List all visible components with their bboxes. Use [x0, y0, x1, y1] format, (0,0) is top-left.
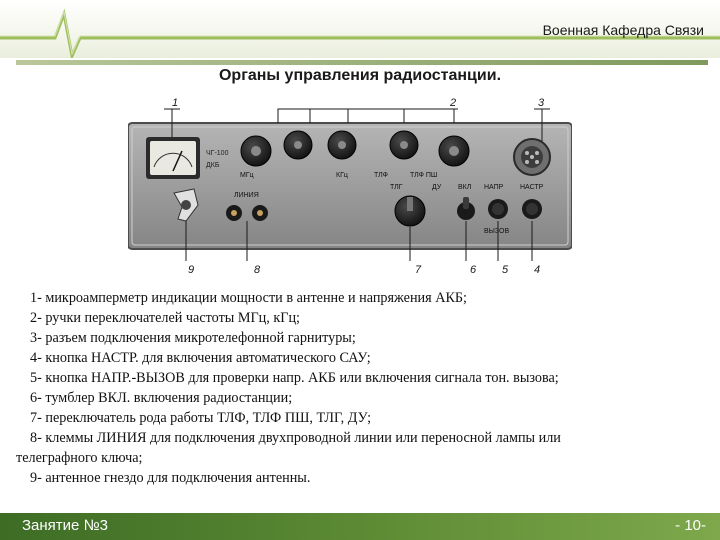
- radio-panel-figure: [128, 93, 572, 279]
- frequency-knob-mhz-1: [241, 136, 271, 166]
- list-item: 7- переключатель рода работы ТЛФ, ТЛФ ПШ, ТЛГ, ДУ;: [30, 410, 372, 426]
- mode-switch: [395, 196, 425, 226]
- frequency-knob-mhz-2: [284, 131, 312, 159]
- svg-text:ЛИНИЯ: ЛИНИЯ: [234, 192, 259, 199]
- list-item: 6- тумблер ВКЛ. включения радиостанции;: [30, 390, 293, 406]
- call-button: [488, 199, 508, 219]
- callout-8: 8: [254, 264, 261, 276]
- callout-6: 6: [470, 264, 477, 276]
- slide-title: Органы управления радиостанции.: [218, 67, 502, 84]
- radio-panel-illustration: [128, 93, 572, 279]
- svg-text:ВКЛ: ВКЛ: [458, 184, 472, 191]
- svg-text:ТЛГ: ТЛГ: [390, 184, 403, 191]
- svg-text:НАПР: НАПР: [484, 184, 504, 191]
- svg-text:НАСТР: НАСТР: [520, 184, 544, 191]
- header-divider: [16, 60, 708, 65]
- footer-lesson-label: Занятие №3: [22, 517, 109, 534]
- frequency-knob-khz-3: [439, 136, 469, 166]
- callout-2: 2: [450, 97, 457, 109]
- svg-text:ВЫЗОВ: ВЫЗОВ: [484, 228, 510, 235]
- slide-header: [0, 0, 720, 58]
- list-item: 1- микроамперметр индикации мощности в антенне и напряжения АКБ;: [30, 290, 467, 306]
- callout-3: 3: [538, 97, 545, 109]
- list-item: 8- клеммы ЛИНИЯ для подключения двухпроводной линии или переносной лампы или: [30, 430, 561, 446]
- controls-list: [16, 288, 716, 488]
- list-item-continuation: телеграфного ключа;: [16, 450, 143, 466]
- callout-5: 5: [502, 264, 509, 276]
- svg-text:ТЛФ ПШ: ТЛФ ПШ: [410, 172, 438, 179]
- header-title: Военная Кафедра Связи: [542, 22, 704, 38]
- list-item: 5- кнопка НАПР.-ВЫЗОВ для проверки напр. АКБ или включения сигнала тон. вызова;: [30, 370, 559, 386]
- list-item: 4- кнопка НАСТР. для включения автоматического САУ;: [30, 350, 371, 366]
- list-item: 9- антенное гнездо для подключения антенны.: [30, 470, 311, 486]
- headset-connector: [514, 139, 550, 175]
- callout-7: 7: [415, 264, 422, 276]
- frequency-knob-khz-2: [390, 131, 418, 159]
- tune-button: [522, 199, 542, 219]
- svg-text:ЧГ-100: ЧГ-100: [206, 150, 229, 157]
- footer-page-number: - 10-: [675, 517, 706, 534]
- callout-1: 1: [172, 97, 179, 109]
- svg-text:КГц: КГц: [336, 172, 348, 179]
- frequency-knob-khz-1: [328, 131, 356, 159]
- list-item: 2- ручки переключателей частоты МГц, кГц;: [30, 310, 300, 326]
- callout-4: 4: [534, 264, 541, 276]
- svg-text:ДУ: ДУ: [432, 184, 442, 191]
- list-item: 3- разъем подключения микротелефонной гарнитуры;: [30, 330, 356, 346]
- svg-text:ДКБ: ДКБ: [206, 162, 220, 169]
- svg-text:МГц: МГц: [240, 172, 254, 179]
- callout-9: 9: [188, 264, 195, 276]
- svg-text:ТЛФ: ТЛФ: [374, 172, 388, 179]
